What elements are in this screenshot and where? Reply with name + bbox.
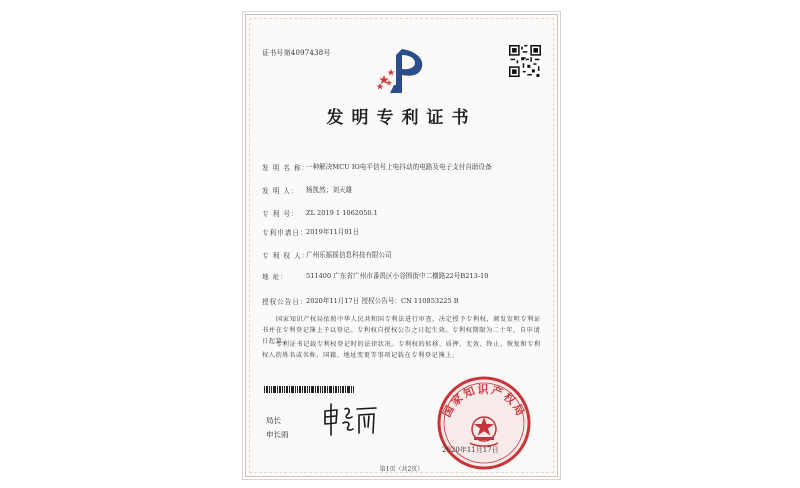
field-label: 发 明 人： [262,187,299,195]
seal-date: 2020年11月17日 [442,446,499,454]
field-value: 一种解决MCU IO电平信号上电抖动的电路及电子支付自助设备 [306,163,492,171]
qr-code-icon [509,45,541,77]
barcode-icon [264,386,354,393]
signature-icon [321,401,379,439]
field-application-date [262,227,536,237]
certificate-number: 证书号第4097438号 [262,49,331,57]
field-patentee [262,250,536,260]
certificate-title: 发明专利证书 [326,108,477,128]
field-label: 授权公告日： [262,298,308,306]
field-value: 511400 广东省广州市番禺区小谷围街中二横路22号B213-10 [306,272,489,280]
field-grant-date [262,296,536,306]
field-value: 2020年11月17日 授权公告号：CN 110853225 B [306,297,459,305]
field-label: 地 址： [262,273,288,281]
field-value: ZL 2019 1 1062050.1 [306,209,378,217]
page-number: 第1页（共2页） [379,466,424,473]
grant-statement: 国家知识产权局依照中华人民共和国专利法进行审查，决定授予专利权，颁发发明专利证书并在专利登记簿上予以登记。专利权自授权公告之日起生效。专利权期限为二十年，自申请日起算。 [262,316,541,345]
director-name: 申长雨 [266,430,289,439]
legal-status-note: 专利证书记载专利权登记时的法律状况。专利权的转移、质押、无效、终止、恢复和专利权人的姓名或名称、国籍、地址变更等事项记载在专利登记簿上。 [262,341,541,359]
field-address [262,271,536,281]
field-label: 专利申请日： [262,229,308,237]
field-value: 广州乐摇摇信息科技有限公司 [306,251,392,259]
field-label: 发 明 名 称： [262,164,310,172]
patent-office-emblem-icon [372,45,430,97]
field-label: 专 利 权 人： [262,252,310,260]
field-value: 2019年11月01日 [306,228,360,236]
field-inventors [262,185,536,195]
field-value: 杨凯然；刘天雄 [306,186,353,194]
director-title: 局长 [266,416,281,425]
seal-text: 国家知识产权局 [440,383,528,420]
official-seal-icon [434,373,534,473]
field-invention-name [262,162,536,172]
certificate-page [245,14,558,477]
field-label: 专 利 号： [262,210,299,218]
field-patent-number [262,208,536,218]
